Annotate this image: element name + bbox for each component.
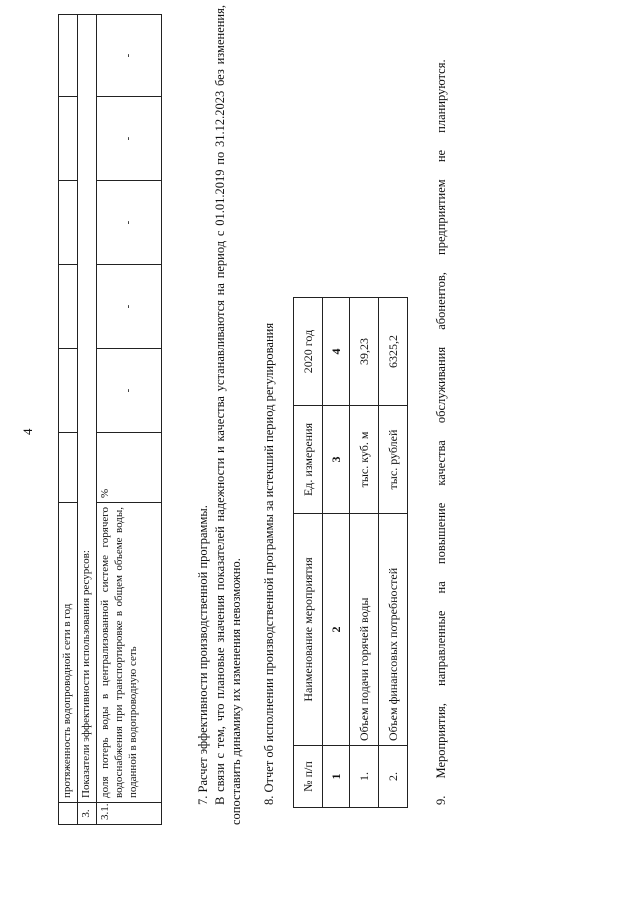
page-number: 4: [20, 428, 35, 435]
section-7-title: 7. Расчет эффективности производственной программы.: [196, 505, 210, 805]
section-9-body: 9. Мероприятия, направленные на повышение качества обслуживания абонентов, предприятием не планируются.: [434, 59, 448, 805]
program-report-table: [293, 297, 408, 808]
section-9-text: [433, 5, 449, 805]
value-cell: -: [97, 97, 162, 181]
row-number: 1.: [350, 746, 379, 808]
value-cell: 6325,2: [379, 298, 408, 406]
column-index: 4: [323, 298, 350, 406]
table-row: [78, 15, 97, 825]
row-number: 2.: [379, 746, 408, 808]
value-cell: -: [97, 15, 162, 97]
indicators-table-continuation: [58, 14, 162, 825]
column-header: № п/п: [294, 746, 323, 808]
table-row: [350, 298, 379, 808]
column-index: 1: [323, 746, 350, 808]
row-label: доля потерь воды в централизованной системе горячего водоснабжения при транспортировке в общем объеме воды, поданной в водопроводную сеть: [97, 503, 162, 803]
column-index: 2: [323, 514, 350, 746]
row-number: 3.1.: [97, 803, 162, 825]
measure-name: Объем финансовых потребностей: [379, 514, 408, 746]
value-cell: -: [97, 349, 162, 433]
row-label: протяженность водопроводной сети в год: [59, 503, 78, 803]
unit-cell: тыс. рублей: [379, 406, 408, 514]
section-8-title: 8. Отчет об исполнении производственной программы за истекший период регулирования: [262, 322, 276, 805]
value-cell: -: [97, 181, 162, 265]
table-row: [97, 15, 162, 825]
table-header-row: [294, 298, 323, 808]
column-header: 2020 год: [294, 298, 323, 406]
row-number: [59, 803, 78, 825]
section-heading: Показатели эффективности использования ресурсов:: [78, 15, 97, 803]
value-cell: 39,23: [350, 298, 379, 406]
unit-cell: тыс. куб. м: [350, 406, 379, 514]
table-row: [379, 298, 408, 808]
table-row: [59, 15, 78, 825]
unit-cell: %: [97, 433, 162, 503]
column-header: Ед. измерения: [294, 406, 323, 514]
row-number: 3.: [78, 803, 97, 825]
column-header: Наименование мероприятия: [294, 514, 323, 746]
column-index: 3: [323, 406, 350, 514]
section-7-text: [212, 5, 245, 825]
value-cell: -: [97, 265, 162, 349]
column-index-row: [323, 298, 350, 808]
section-7-body: В связи с тем, что плановые значения показателей надежности и качества устанавливаются на период с 01.01.2019 по 31.12.2023 без изменения, сопоставить динамику их изменения невозможно.: [213, 5, 244, 825]
measure-name: Объем подачи горячей воды: [350, 514, 379, 746]
